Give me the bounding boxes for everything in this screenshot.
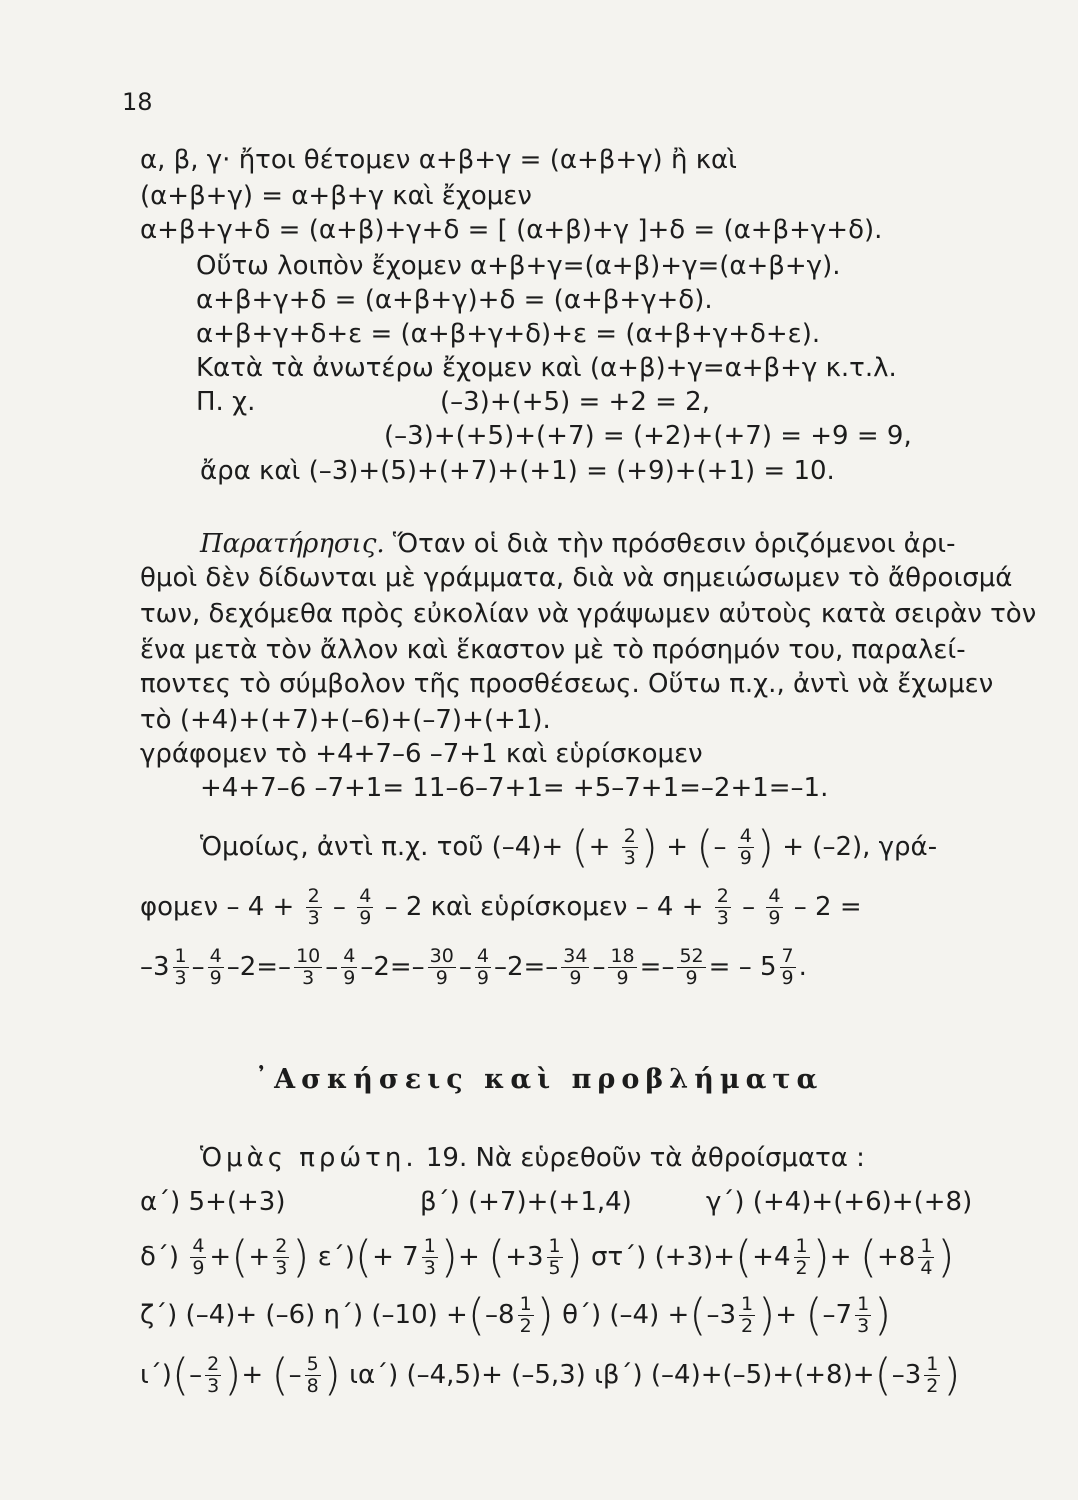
remark-text: Ὅταν οἱ διὰ τὴν πρόσθεσιν ὁριζόμενοι ἀρι- bbox=[384, 529, 956, 559]
page-number: 18 bbox=[122, 88, 153, 116]
exercise-d: δ΄) bbox=[140, 1242, 180, 1272]
text-segment: Ὁμοίως, ἀντὶ π.χ. τοῦ (–4)+ bbox=[200, 832, 564, 862]
group-label: Ὁμὰς πρώτη. bbox=[200, 1143, 418, 1173]
exercise-ia: ια΄) (–4,5)+ (–5,3) bbox=[349, 1360, 586, 1390]
exercise-ib: ιβ΄) (–4)+(–5)+(+8)+ bbox=[594, 1360, 875, 1390]
text-line: θμοὶ δὲν δίδωνται μὲ γράμματα, διὰ νὰ σημειώσωμεν τὸ ἄθροισμά bbox=[140, 563, 1013, 593]
exercise-b: β΄) (+7)+(+1,4) bbox=[420, 1187, 632, 1217]
fraction-line: –3 $\frac{1}{3}$ – $\frac{4}{9}$ –2=– $\frac{10}{3}$ – $\frac{4}{9}$ –2=– $\frac{30}{9}$ – $\frac{4}{9}$ –2=– $\frac{34}{9}$ – $\frac{18}{9}$ =– $\frac{52}{9}$ = – 5 $\frac{7}{9}$ . bbox=[140, 945, 807, 989]
exercise-row: ι΄)(– $\frac{2}{3}$ )+ (– $\frac{5}{8}$ ) ια΄) (–4,5)+ (–5,3) ιβ΄) (–4)+(–5)+(+8)+(–3 $\frac{1}{2}$ ) bbox=[140, 1349, 961, 1401]
exercise-i: ι΄) bbox=[140, 1360, 172, 1390]
remark-line bbox=[200, 528, 955, 560]
text-line: Κατὰ τὰ ἀνωτέρω ἔχομεν καὶ (α+β)+γ=α+β+γ κ.τ.λ. bbox=[196, 353, 897, 383]
exercise-z: ζ΄) (–4)+ (–6) bbox=[140, 1300, 316, 1330]
text-line: Οὕτω λοιπὸν ἔχομεν α+β+γ=(α+β)+γ=(α+β+γ). bbox=[196, 251, 841, 281]
text-segment: – 2 καὶ εὑρίσκομεν – 4 + bbox=[384, 892, 704, 922]
section-heading: ᾿Ασκήσεις καὶ προβλήματα bbox=[254, 1064, 824, 1095]
exercise-st: στ΄) (+3)+ bbox=[591, 1242, 735, 1272]
exercise-row: ζ΄) (–4)+ (–6) η΄) (–10) +(–8 $\frac{1}{2}$ ) θ΄) (–4) +(–3 $\frac{1}{2}$ )+ (–7 $\frac{1}{3}$ ) bbox=[140, 1289, 892, 1341]
text-segment: – 2 = bbox=[793, 892, 862, 922]
exercise-e: ε΄) bbox=[317, 1242, 355, 1272]
text-line: (–3)+(+5) = +2 = 2, bbox=[440, 387, 710, 417]
remark-title: Παρατήρησις. bbox=[200, 529, 385, 559]
text-segment: + (–2), γρά- bbox=[782, 832, 938, 862]
text-line: α+β+γ+δ = (α+β+γ)+δ = (α+β+γ+δ). bbox=[196, 285, 713, 315]
text-segment: φομεν – 4 + bbox=[140, 892, 295, 922]
exercise-a: α΄) 5+(+3) bbox=[140, 1187, 286, 1217]
group-line bbox=[200, 1142, 865, 1174]
group-text: 19. Νὰ εὑρεθοῦν τὰ ἀθροίσματα : bbox=[417, 1143, 865, 1173]
exercise-th: θ΄) (–4) + bbox=[562, 1300, 690, 1330]
fraction-line: Ὁμοίως, ἀντὶ π.χ. τοῦ (–4)+ (+ $\frac{2}{3}$ ) + (– $\frac{4}{9}$ ) + (–2), γρά- bbox=[200, 821, 938, 873]
exercise-g: γ΄) (+4)+(+6)+(+8) bbox=[706, 1187, 973, 1217]
text-line: τὸ (+4)+(+7)+(–6)+(–7)+(+1). bbox=[140, 705, 551, 735]
text-line: (α+β+γ) = α+β+γ καὶ ἔχομεν bbox=[140, 181, 532, 211]
text-line: γράφομεν τὸ +4+7–6 –7+1 καὶ εὑρίσκομεν bbox=[140, 739, 703, 769]
text-line: ἄρα καὶ (–3)+(5)+(+7)+(+1) = (+9)+(+1) = 10. bbox=[200, 456, 835, 486]
text-line: ἕνα μετὰ τὸν ἄλλον καὶ ἕκαστον μὲ τὸ πρόσημόν του, παραλεί- bbox=[140, 635, 966, 665]
example-label: Π. χ. bbox=[196, 387, 256, 417]
fraction-line: φομεν – 4 + $\frac{2}{3}$ – $\frac{4}{9}$ – 2 καὶ εὑρίσκομεν – 4 + $\frac{2}{3}$ – $\frac{4}{9}$ – 2 = bbox=[140, 885, 862, 929]
text-line: α+β+γ+δ+ε = (α+β+γ+δ)+ε = (α+β+γ+δ+ε). bbox=[196, 319, 821, 349]
text-line: των, δεχόμεθα πρὸς εὐκολίαν νὰ γράψωμεν αὐτοὺς κατὰ σειρὰν τὸν bbox=[140, 599, 1037, 629]
text-line: α, β, γ· ἤτοι θέτομεν α+β+γ = (α+β+γ) ἢ καὶ bbox=[140, 145, 737, 175]
text-line: α+β+γ+δ = (α+β)+γ+δ = [ (α+β)+γ ]+δ = (α+β+γ+δ). bbox=[140, 215, 883, 245]
text-line: ποντες τὸ σύμβολον τῆς προσθέσεως. Οὕτω π.χ., ἀντὶ νὰ ἔχωμεν bbox=[140, 669, 994, 699]
text-line: +4+7–6 –7+1= 11–6–7+1= +5–7+1=–2+1=–1. bbox=[200, 773, 829, 803]
exercise-h: η΄) (–10) + bbox=[323, 1300, 468, 1330]
text-line: (–3)+(+5)+(+7) = (+2)+(+7) = +9 = 9, bbox=[384, 421, 912, 451]
exercise-row: δ΄) $\frac{4}{9}$ +(+ $\frac{2}{3}$ ) ε΄)(+ 7 $\frac{1}{3}$ )+ (+3 $\frac{1}{5}$ ) στ΄) (+3)+(+4 $\frac{1}{2}$ )+ (+8 $\frac{1}{4}$ ) bbox=[140, 1231, 955, 1283]
